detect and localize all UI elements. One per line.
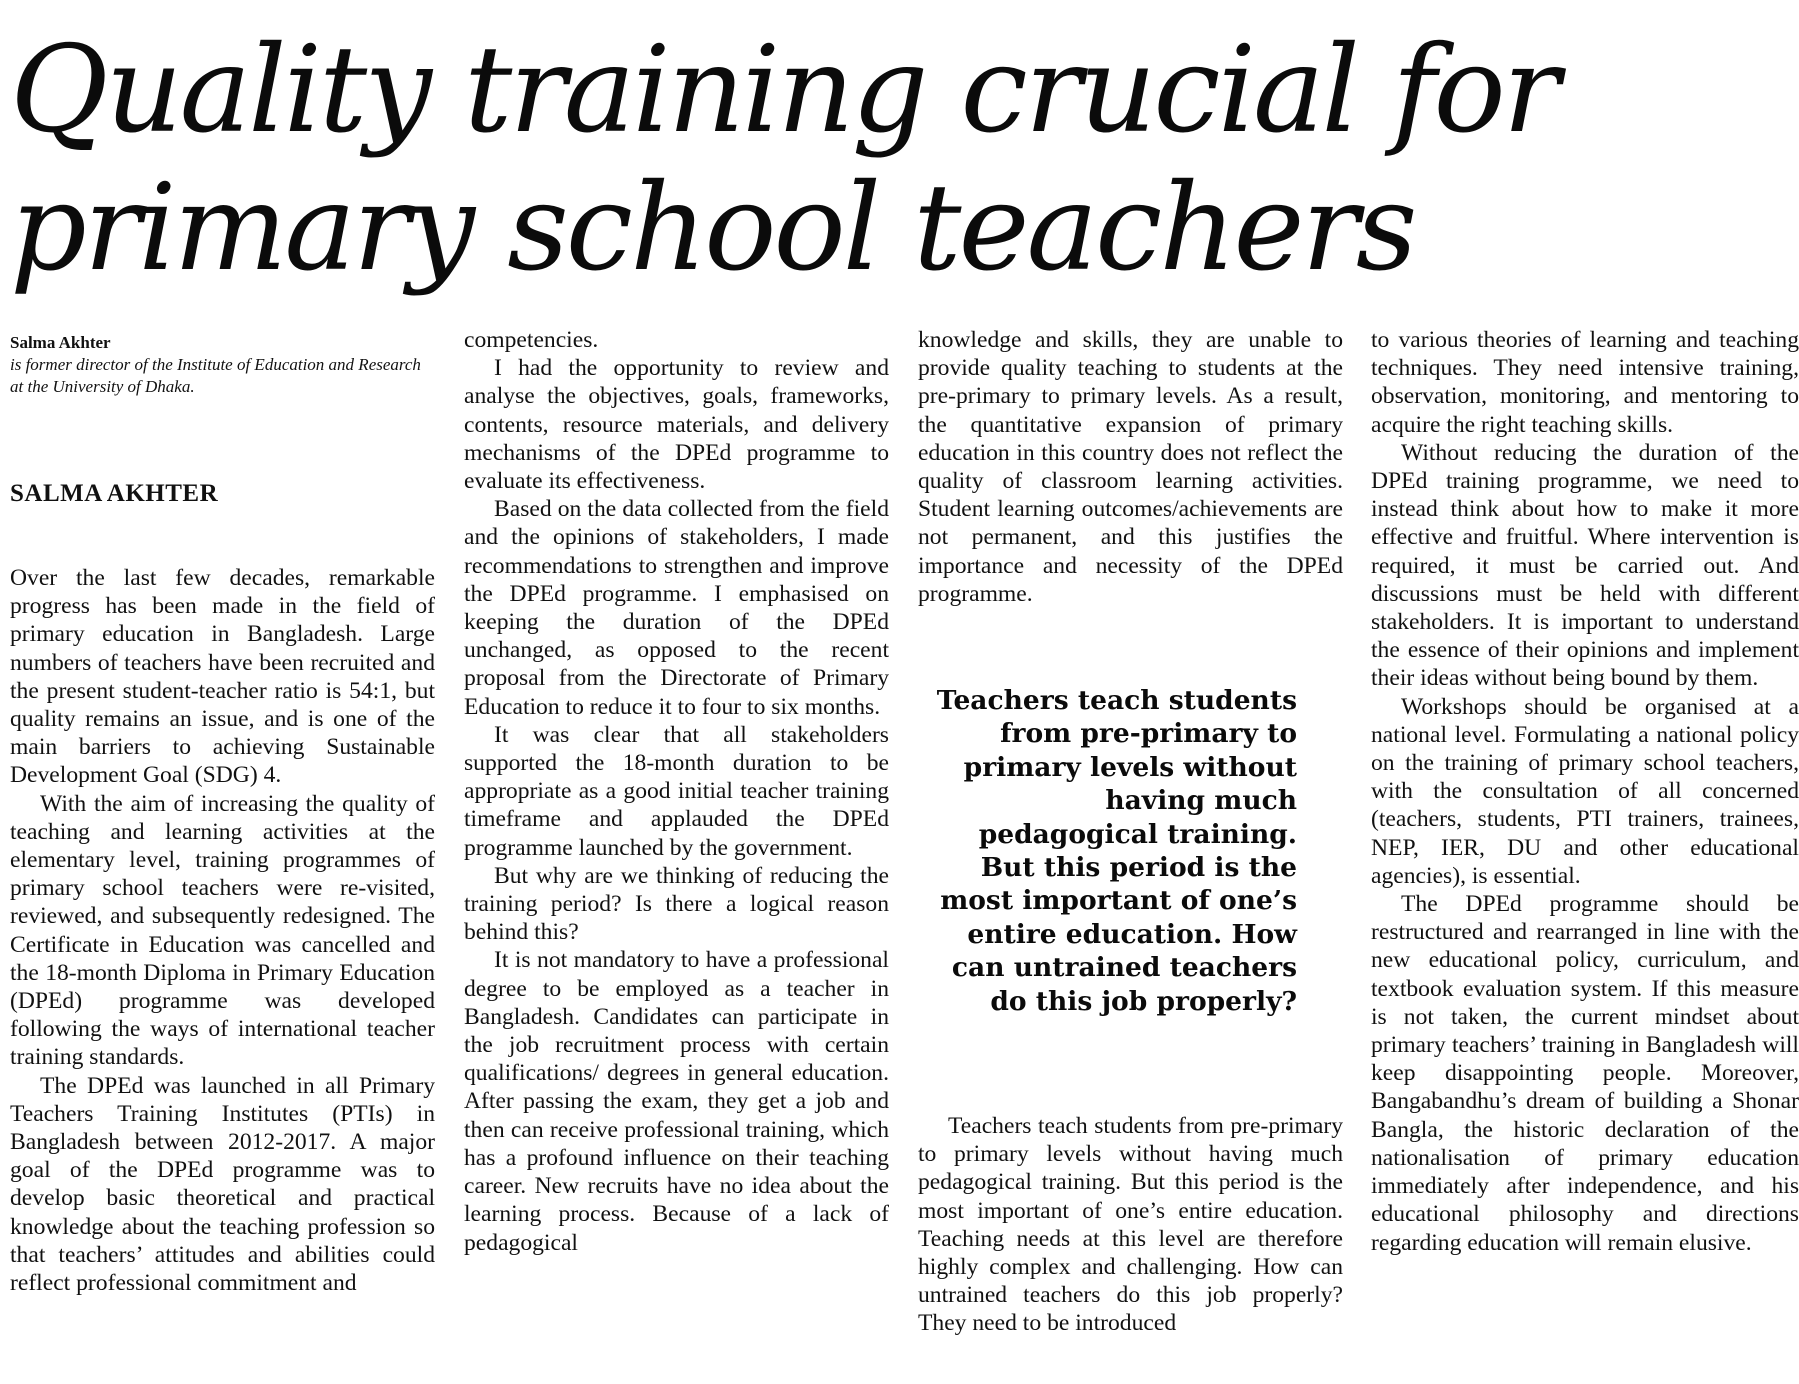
paragraph: Without reducing the duration of the DPEd training programme, we need to instead think about how to make it more effective and fruitful. Where intervention is required, it must be carried out. And discussions must be held with different stakeholders. It is important to understand the essence of their opinions and implement their ideas without being bound by them. xyxy=(1371,439,1799,692)
paragraph: Workshops should be organised at a national level. Formulating a national policy on the training of primary school teachers, with the consultation of all concerned (teachers, students, PTI trainers, trainees, NEP, IER, DU and other educational agencies), is essential. xyxy=(1371,693,1799,889)
paragraph: Over the last few decades, remarkable progress has been made in the field of primary education in Bangladesh. Large numbers of teachers have been recruited and the present student-teacher ratio is 54:1, but quality remains an issue, and is one of the main barriers to achieving Sustainable Development Goal (SDG) 4. xyxy=(10,565,435,789)
paragraph: It is not mandatory to have a professional degree to be employed as a teacher in Bangladesh. Candidates can participate in the job recruitment process with certain qualifications/ degrees in general education. After passing the exam, they get a job and then can receive professional training, which has a profound influence on their teaching career. New recruits have no idea about the learning process. Because of a lack of pedagogical xyxy=(464,947,889,1256)
article-column-4 xyxy=(1371,326,1799,1257)
pull-quote: Teachers teach students from pre-primary to primary levels without having much pedagogical training. But this period is the most important of one’s entire education. How can untrained teachers do this job properly? xyxy=(936,685,1297,1017)
paragraph: knowledge and skills, they are unable to provide quality teaching to students at the pre-primary to primary levels. As a result, the quantitative expansion of primary education in this country does not reflect the quality of classroom learning activities. Student learning outcomes/achievements are not permanent, and this justifies the importance and necessity of the DPEd programme. xyxy=(918,327,1343,607)
paragraph: Teachers teach students from pre-primary to primary levels without having much pedagogical training. But this period is the most important of one’s entire education. Teaching needs at this level are therefore highly complex and challenging. How can untrained teachers do this job properly? They need to be introduced xyxy=(918,1113,1343,1337)
paragraph: I had the opportunity to review and analyse the objectives, goals, frameworks, contents, resource materials, and delivery mechanisms of the DPEd programme to evaluate its effectiveness. xyxy=(464,355,889,495)
paragraph: to various theories of learning and teaching techniques. They need intensive training, observation, monitoring, and mentoring to acquire the right teaching skills. xyxy=(1371,327,1799,438)
paragraph: The DPEd programme should be restructured and rearranged in line with the new educational policy, curriculum, and textbook evaluation system. If this measure is not taken, the current mindset about primary teachers’ training in Bangladesh will keep disappointing people. Moreover, Bangabandhu’s dream of building a Shonar Bangla, the historic declaration of the nationalisation of primary education immediately after independence, and his educational philosophy and directions regarding education will remain elusive. xyxy=(1371,891,1799,1256)
headline-line-1: Quality training crucial for xyxy=(10,21,1558,160)
paragraph: Based on the data collected from the field and the opinions of stakeholders, I made recommendations to strengthen and improve the DPEd programme. I emphasised on keeping the duration of the DPEd unchanged, as opposed to the recent proposal from the Directorate of Primary Education to reduce it to four to six months. xyxy=(464,496,889,720)
paragraph: With the aim of increasing the quality of teaching and learning activities at the elementary level, training programmes of primary school teachers were re-visited, reviewed, and subsequently redesigned. The Certificate in Education was cancelled and the 18-month Diploma in Primary Education (DPEd) programme was developed following the ways of international teacher training standards. xyxy=(10,790,435,1071)
paragraph: It was clear that all stakeholders supported the 18-month duration to be appropriate as a good initial teacher training timeframe and applauded the DPEd programme launched by the government. xyxy=(464,721,889,861)
paragraph: The DPEd was launched in all Primary Teachers Training Institutes (PTIs) in Bangladesh between 2012-2017. A major goal of the DPEd programme was to develop basic theoretical and practical knowledge about the teaching profession so that teachers’ attitudes and abilities could reflect professional commitment and xyxy=(10,1072,435,1297)
article-column-3-continued xyxy=(918,1112,1343,1338)
article-column-3 xyxy=(918,326,1343,608)
paragraph: But why are we thinking of reducing the training period? Is there a logical reason behind this? xyxy=(464,862,889,946)
article-column-2 xyxy=(464,326,889,1257)
headline xyxy=(10,22,1780,298)
byline-description: is former director of the Institute of Education and Research at the University of Dhaka. xyxy=(10,355,421,396)
author-name-caps: SALMA AKHTER xyxy=(10,480,219,507)
byline-name: Salma Akhter xyxy=(10,333,111,352)
byline xyxy=(10,332,430,398)
headline-line-2: primary school teachers xyxy=(10,159,1415,298)
article-column-1 xyxy=(10,564,435,1297)
paragraph: competencies. xyxy=(464,327,599,353)
